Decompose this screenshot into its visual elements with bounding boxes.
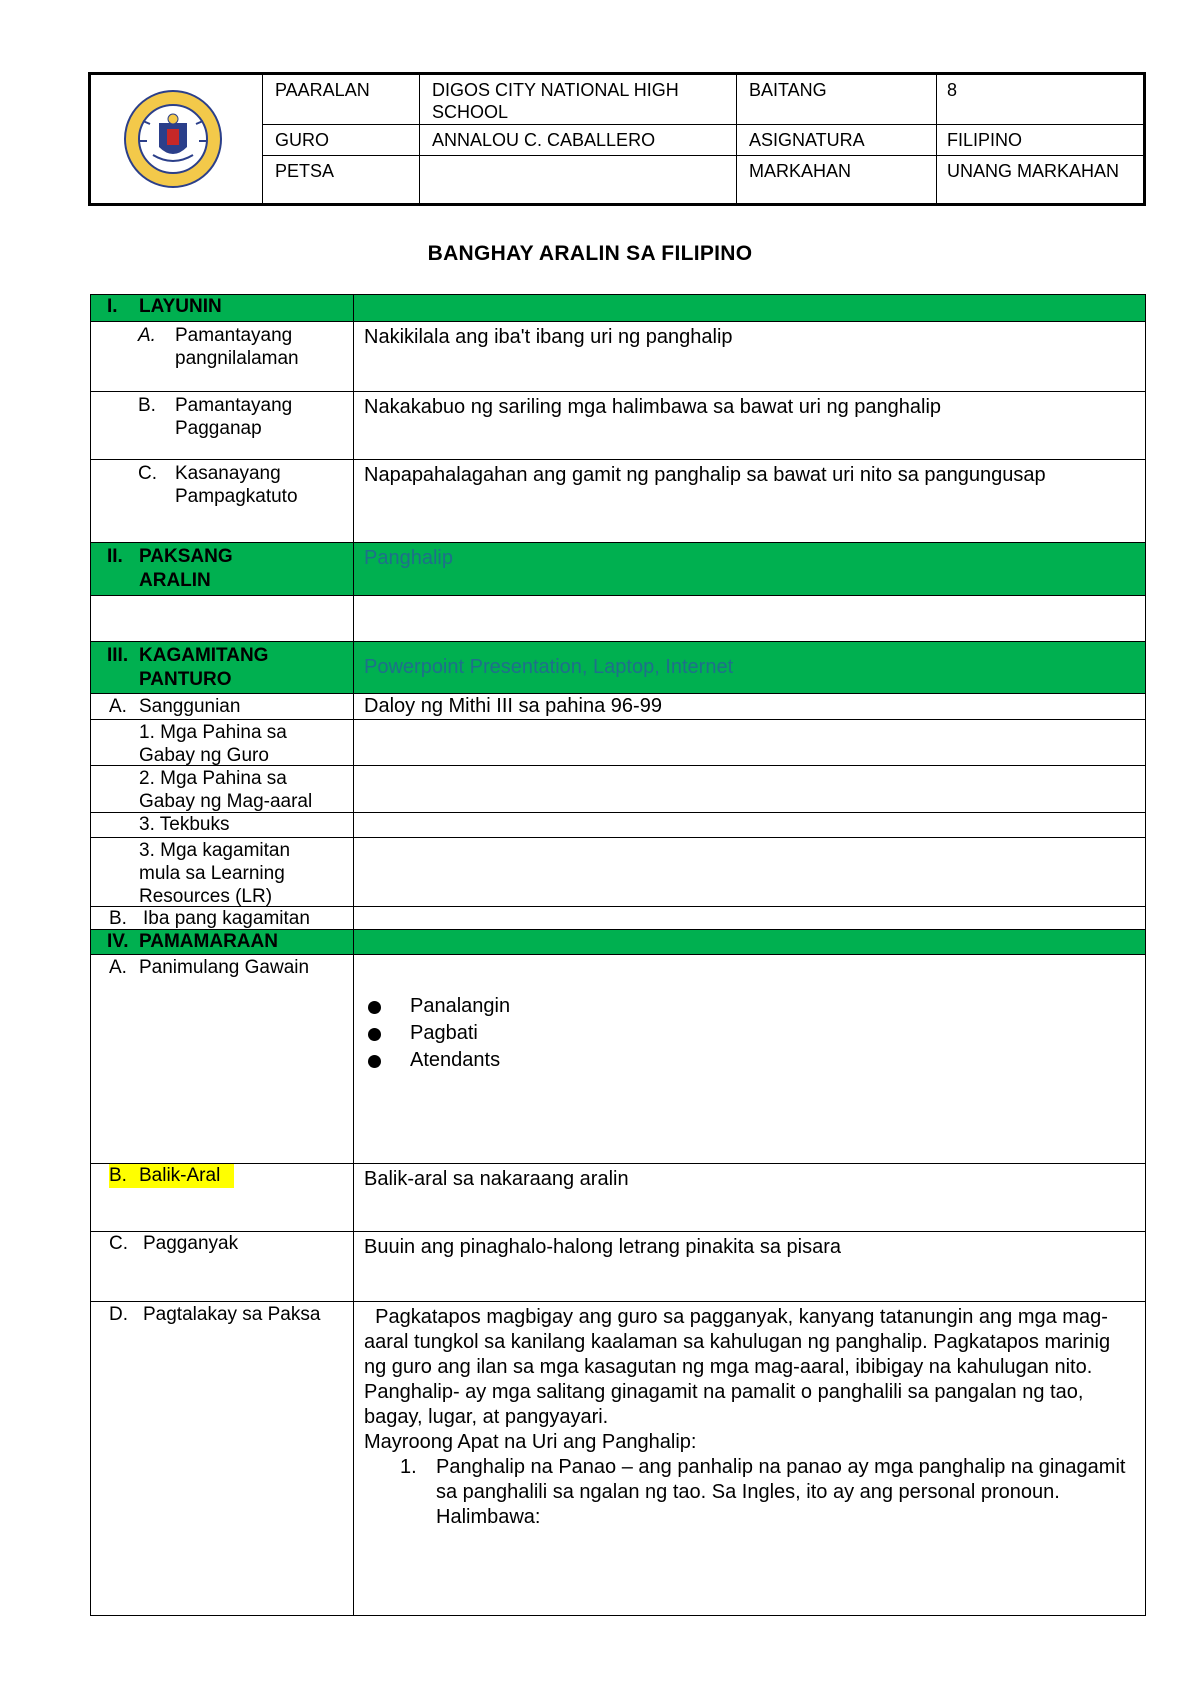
table-row bbox=[91, 1164, 1145, 1232]
item-label: Panimulang Gawain bbox=[139, 957, 310, 978]
paragraph: Panghalip- ay mga salitang ginagamit na pamalit o panghalili sa pangalan ng tao, bagay, lugar, at pangyayari. bbox=[364, 1381, 1084, 1428]
list-item: Atendants bbox=[368, 1047, 510, 1074]
item-letter: D. bbox=[109, 1304, 128, 1325]
section-kagamitan-row bbox=[91, 642, 1145, 694]
item-label: Kasanayang Pampagkatuto bbox=[175, 463, 298, 507]
section-number: III. bbox=[107, 645, 129, 666]
kagamitan-value: Powerpoint Presentation, Laptop, Internet bbox=[364, 656, 734, 678]
section-paksa-row bbox=[91, 543, 1145, 596]
list-item bbox=[364, 1455, 1127, 1530]
school-info-grid bbox=[263, 75, 1143, 203]
paragraph: Mayroong Apat na Uri ang Panghalip: bbox=[364, 1431, 697, 1453]
lesson-plan-table bbox=[90, 294, 1146, 1616]
petsa-value bbox=[420, 156, 737, 203]
list-number: 1. bbox=[400, 1456, 417, 1478]
section-heading: PAKSANG ARALIN bbox=[139, 546, 233, 591]
table-row bbox=[91, 1302, 1145, 1615]
section-number: IV. bbox=[107, 931, 129, 952]
item-letter: C. bbox=[109, 1233, 128, 1254]
asignatura-value: FILIPINO bbox=[937, 125, 1143, 156]
item-label: Pagganyak bbox=[143, 1233, 239, 1254]
sub-item-label: 1. Mga Pahina sa Gabay ng Guro bbox=[139, 722, 287, 766]
sub-item-label: 2. Mga Pahina sa Gabay ng Mag-aaral bbox=[139, 768, 313, 812]
item-label: Iba pang kagamitan bbox=[143, 908, 310, 929]
item-letter: A. bbox=[138, 325, 156, 346]
item-letter: C. bbox=[138, 463, 157, 484]
item-value: Napapahalagahan ang gamit ng panghalip sa bawat uri nito sa pangungusap bbox=[364, 464, 1046, 486]
section-number: II. bbox=[107, 546, 123, 567]
table-row bbox=[91, 322, 1145, 392]
guro-value: ANNALOU C. CABALLERO bbox=[420, 125, 737, 156]
numbered-list bbox=[364, 1455, 1127, 1530]
table-row bbox=[91, 1232, 1145, 1302]
section-heading: LAYUNIN bbox=[139, 296, 222, 317]
list-item: Pagbati bbox=[368, 1020, 510, 1047]
page-title: BANGHAY ARALIN SA FILIPINO bbox=[427, 242, 753, 265]
section-heading: PAMAMARAAN bbox=[139, 931, 278, 952]
section-layunin-row bbox=[91, 295, 1145, 322]
item-value: Nakakabuo ng sariling mga halimbawa sa bawat uri ng panghalip bbox=[364, 396, 942, 418]
highlighted-item bbox=[109, 1164, 234, 1188]
table-row bbox=[91, 838, 1145, 907]
baitang-label: BAITANG bbox=[737, 75, 937, 125]
school-info-table bbox=[88, 72, 1146, 206]
table-row bbox=[91, 955, 1145, 1164]
item-label: Pamantayang pangnilalaman bbox=[175, 325, 299, 369]
bullet-icon bbox=[368, 1001, 381, 1014]
paksa-value: Panghalip bbox=[364, 547, 453, 569]
table-row bbox=[91, 813, 1145, 838]
section-heading: KAGAMITANG PANTURO bbox=[139, 645, 269, 690]
pagganyak-value: Buuin ang pinaghalo-halong letrang pinakita sa pisara bbox=[364, 1236, 842, 1258]
logo-cell bbox=[91, 75, 263, 203]
item-letter: A. bbox=[109, 957, 127, 978]
deped-seal-icon bbox=[123, 89, 223, 189]
markahan-value: UNANG MARKAHAN bbox=[947, 161, 1120, 181]
baitang-value: 8 bbox=[937, 75, 1143, 125]
petsa-label: PETSA bbox=[263, 156, 420, 203]
section-number: I. bbox=[107, 296, 118, 317]
list-item: Panalangin bbox=[368, 993, 510, 1020]
table-row bbox=[91, 766, 1145, 813]
list-item-text: Panghalip na Panao – ang panhalip na panao ay mga panghalip na ginagamit sa panghalili sa ngalan ng tao. Sa Ingles, ito ay ang personal pronoun. bbox=[436, 1456, 1126, 1503]
sub-item-label: 3. Tekbuks bbox=[139, 814, 230, 835]
table-row bbox=[91, 392, 1145, 460]
sub-item-label: 3. Mga kagamitan mula sa Learning Resources (LR) bbox=[139, 840, 291, 907]
item-value: Nakikilala ang iba't ibang uri ng panghalip bbox=[364, 326, 733, 348]
item-letter: B. bbox=[109, 1165, 127, 1186]
bullet-list bbox=[368, 993, 510, 1074]
item-label: Sanggunian bbox=[139, 696, 241, 717]
item-label: Pamantayang Pagganap bbox=[175, 395, 293, 439]
asignatura-label: ASIGNATURA bbox=[737, 125, 937, 156]
paaralan-value: DIGOS CITY NATIONAL HIGH SCHOOL bbox=[420, 75, 737, 125]
paragraph: Pagkatapos magbigay ang guro sa pagganyak, kanyang tatanungin ang mga mag-aaral tungkol sa kanilang kaalaman sa kahulugan ng panghalip. Pagkatapos marinig ng guro ang ilan sa mga kasagutan ng mga mag-aaral, ibibigay na kahulugan nito. bbox=[364, 1306, 1116, 1378]
table-row bbox=[91, 720, 1145, 766]
table-row bbox=[91, 907, 1145, 930]
markahan-label: MARKAHAN bbox=[737, 156, 937, 203]
bullet-icon bbox=[368, 1028, 381, 1041]
table-row bbox=[91, 460, 1145, 543]
item-label: Pagtalakay sa Paksa bbox=[143, 1304, 321, 1325]
table-row bbox=[91, 596, 1145, 642]
example-label: Halimbawa: bbox=[436, 1506, 541, 1528]
item-letter: A. bbox=[109, 696, 127, 717]
paaralan-label: PAARALAN bbox=[263, 75, 420, 125]
guro-label: GURO bbox=[263, 125, 420, 156]
section-pamamaraan-row bbox=[91, 930, 1145, 955]
item-label: Balik-Aral bbox=[139, 1165, 221, 1186]
bullet-icon bbox=[368, 1055, 381, 1068]
balik-aral-value: Balik-aral sa nakaraang aralin bbox=[364, 1168, 629, 1190]
item-letter: B. bbox=[109, 908, 127, 929]
pagtalakay-content bbox=[354, 1302, 1145, 1615]
item-letter: B. bbox=[138, 395, 156, 416]
sanggunian-value: Daloy ng Mithi III sa pahina 96-99 bbox=[364, 695, 662, 717]
table-row bbox=[91, 694, 1145, 720]
